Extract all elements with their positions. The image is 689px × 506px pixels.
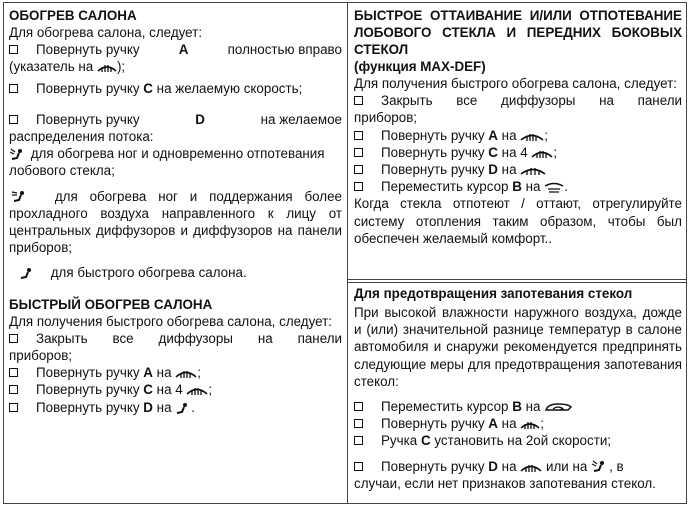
recirculation-icon bbox=[544, 401, 574, 413]
list-item: Переместить курсор B на bbox=[354, 398, 682, 415]
checkbox-bullet bbox=[9, 403, 18, 412]
feet-windshield-icon bbox=[9, 148, 27, 162]
list-item: Повернуть ручку C на желаемую скорость; bbox=[9, 80, 342, 97]
checkbox-bullet bbox=[354, 402, 363, 411]
mode-feet: для быстрого обогрева салона. bbox=[9, 264, 342, 281]
defrost-icon bbox=[520, 419, 540, 431]
section-title-fast-heating: БЫСТРЫЙ ОБОГРЕВ САЛОНА bbox=[9, 296, 213, 312]
left-column bbox=[9, 7, 342, 416]
list-item: Повернуть ручку C на 4 ; bbox=[354, 144, 682, 161]
defrost-outro: Когда стекла отпотеют / оттают, отрегулируйте систему отопления таким образом, чтобы был обеспечен желаемый комфорт.. bbox=[354, 196, 682, 246]
list-item: Закрыть все диффузоры на панели bbox=[9, 330, 342, 347]
fast-heating-intro: Для получения быстрого обогрева салона, следует: bbox=[9, 313, 332, 329]
manual-page bbox=[3, 2, 687, 504]
list-item-continuation: приборов; bbox=[354, 110, 418, 126]
section-divider bbox=[347, 279, 686, 280]
defrost-icon bbox=[520, 130, 544, 143]
feet-icon bbox=[175, 402, 191, 415]
heating-intro: Для обогрева салона, следует: bbox=[9, 25, 203, 40]
antifog-intro: При высокой влажности наружного воздуха, дожде и (или) значительной разнице температур в салоне автомобиля и снаружи рекомендуется предпринять следующие меры для предотвращения запотевания стекол: bbox=[354, 305, 682, 389]
defrost-icon bbox=[186, 384, 208, 397]
list-item: Повернуть ручку D на bbox=[354, 161, 682, 178]
section-subtitle-maxdef: (функция MAX-DEF) bbox=[354, 59, 486, 74]
checkbox-bullet bbox=[354, 419, 363, 428]
list-item: Повернуть ручку D на или на , в bbox=[354, 458, 682, 475]
checkbox-bullet bbox=[9, 368, 18, 377]
feet-windshield-icon bbox=[591, 460, 609, 474]
mode-feet-face: для обогрева ног и поддержания более прохладного воздуха направленного к лицу от центральных диффузоров и диффузоров на панели приборов; bbox=[9, 188, 342, 256]
checkbox-bullet bbox=[9, 45, 18, 54]
section-title-antifog: Для предотвращения запотевания стекол bbox=[354, 286, 633, 301]
checkbox-bullet bbox=[354, 131, 363, 140]
list-item: Ручка C установить на 2ой скорости; bbox=[354, 432, 682, 449]
checkbox-bullet bbox=[9, 334, 18, 343]
list-item-continuation: приборов; bbox=[9, 348, 73, 364]
right-column-top bbox=[354, 7, 682, 247]
section-title-defrost: БЫСТРОЕ ОТТАИВАНИЕ И/ИЛИ ОТПОТЕВАНИЕ ЛОБОВОГО СТЕКЛА И ПЕРЕДНИХ БОКОВЫХ СТЕКОЛ bbox=[354, 8, 682, 57]
defrost-icon bbox=[97, 62, 117, 74]
checkbox-bullet bbox=[354, 165, 363, 174]
checkbox-bullet bbox=[354, 436, 363, 445]
list-item-continuation: (указатель на ); bbox=[9, 59, 126, 75]
checkbox-bullet bbox=[9, 385, 18, 394]
defrost-icon bbox=[175, 367, 197, 380]
list-item: Повернуть ручку C на 4 ; bbox=[9, 381, 342, 398]
defrost-icon bbox=[520, 461, 542, 474]
list-item-continuation: распределения потока: bbox=[9, 129, 154, 145]
section-divider-2 bbox=[347, 282, 686, 283]
list-item: Повернуть ручку D на желаемое bbox=[9, 111, 342, 128]
list-item: Повернуть ручку A на ; bbox=[354, 415, 682, 432]
list-item: Закрыть все диффузоры на панели bbox=[354, 92, 682, 109]
checkbox-bullet bbox=[354, 96, 363, 105]
checkbox-bullet bbox=[354, 462, 363, 471]
list-item: Переместить курсор B на . bbox=[354, 178, 682, 195]
list-item: Повернуть ручку A на ; bbox=[9, 364, 342, 381]
checkbox-bullet bbox=[9, 115, 18, 124]
column-divider bbox=[347, 3, 348, 503]
feet-face-icon bbox=[9, 190, 43, 204]
list-item: Повернуть ручку D на . bbox=[9, 399, 342, 416]
section-title-heating: ОБОГРЕВ САЛОНА bbox=[9, 8, 137, 23]
list-item: Повернуть ручку A полностью вправо bbox=[9, 41, 342, 58]
right-column-bottom bbox=[354, 285, 682, 492]
defrost-intro: Для получения быстрого обогрева салона, следует: bbox=[354, 76, 677, 91]
checkbox-bullet bbox=[354, 182, 363, 191]
list-item-continuation: случаи, если нет признаков запотевания стекол. bbox=[354, 475, 656, 491]
list-item: Повернуть ручку A на ; bbox=[354, 127, 682, 144]
windshield-icon bbox=[544, 182, 564, 194]
mode-feet-windshield: для обогрева ног и одновременно отпотевания лобового стекла; bbox=[9, 146, 325, 179]
feet-icon bbox=[17, 267, 47, 281]
checkbox-bullet bbox=[9, 84, 18, 93]
defrost-icon bbox=[520, 164, 546, 177]
defrost-icon bbox=[531, 147, 553, 160]
checkbox-bullet bbox=[354, 148, 363, 157]
